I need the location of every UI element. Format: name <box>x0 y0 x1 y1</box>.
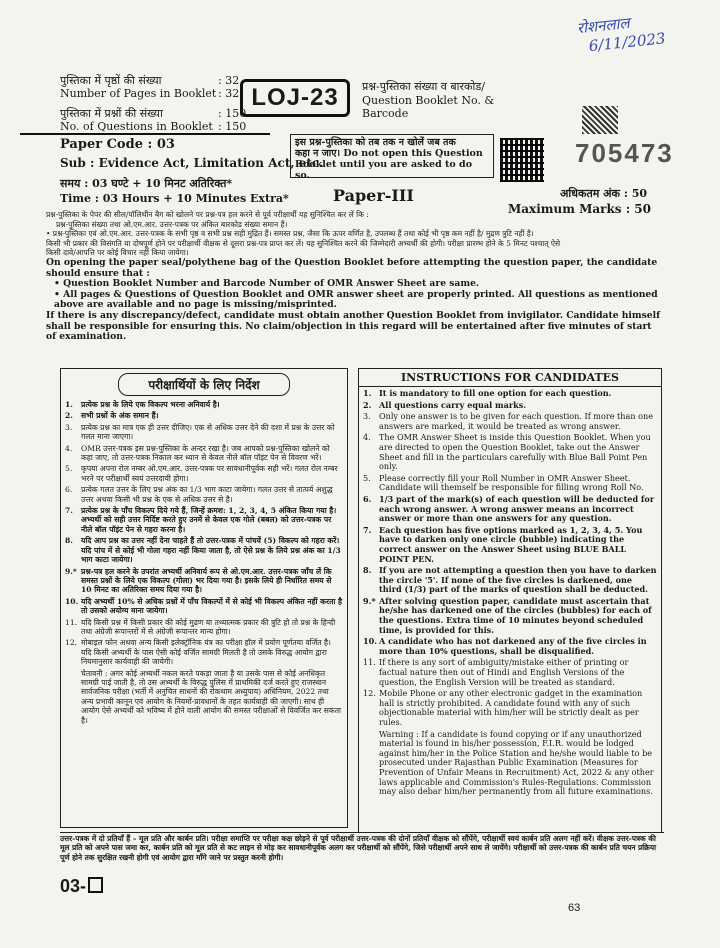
instruction-item <box>65 638 343 666</box>
booklet-no-label-hi: प्रश्न-पुस्तिका संख्या व बारकोड/ <box>362 80 485 93</box>
pages-count-val-hi: : 32 <box>218 74 240 87</box>
instruction-text: OMR उत्तर-पत्रक इस प्रश्न-पुस्तिका के अन्दर रखा है। जब आपको प्रश्न-पुस्तिका खोलने को कहा जाए, तो उत्तर-पत्रक निकाल कर ध्यान से केवल नीले बॉल पॉइंट पेन से विवरण भरें। <box>81 443 330 463</box>
instruction-text: If you are not attempting a question then you have to darken the circle '5'. If none of the five circles is darkened, one third (1/3) part of the marks of question shall be deducted. <box>379 565 657 595</box>
subject: Sub : Evidence Act, Limitation Act, etc. <box>60 156 324 170</box>
booklet-no-label-en: Question Booklet No. & <box>362 94 495 107</box>
qr-code-icon <box>500 138 544 182</box>
english-instructions <box>358 368 662 833</box>
instruction-item <box>65 400 343 409</box>
instruction-number: 11. <box>363 657 376 668</box>
paper-code-footer: 03- <box>60 876 103 897</box>
questions-count-val-hi: : 150 <box>218 107 247 120</box>
instruction-item <box>65 567 343 595</box>
instruction-number: 6. <box>363 493 372 504</box>
instruction-number: 9.* <box>65 566 77 576</box>
barcode-label: Barcode <box>362 107 409 120</box>
instruction-item <box>65 669 343 725</box>
hindi-instructions <box>60 368 348 828</box>
instruction-number: 6. <box>65 485 73 495</box>
instruction-item <box>363 389 657 399</box>
instruction-number: 9.* <box>363 595 376 606</box>
instruction-item <box>363 597 657 635</box>
pages-count-en: Number of Pages in Booklet <box>60 87 217 100</box>
instruction-text: Each question has five options marked as 1, 2, 3, 4, 5. You have to darken only one circle (bubble) indicating the correct answer on the Answer Sheet using BLUE BALL POINT PEN. <box>379 524 643 564</box>
instruction-text: प्रत्येक प्रश्न के लिये एक विकल्प भरना अनिवार्य है। <box>81 400 220 409</box>
instruction-item <box>363 401 657 411</box>
instruction-text: कृपया अपना रोल नम्बर ओ.एम.आर. उत्तर-पत्रक पर सावधानीपूर्वक सही भरें। गलत रोल नम्बर भरने पर परीक्षार्थी स्वयं उत्तरदायी होगा। <box>81 464 338 483</box>
instruction-item <box>363 474 657 493</box>
max-marks-en: Maximum Marks : 50 <box>508 202 652 216</box>
instruction-text: यदि किसी प्रश्न में किसी प्रकार की कोई मुद्रण या तथ्यात्मक प्रकार की त्रुटि हो तो प्रश्न के हिन्दी तथा अंग्रेजी रूपान्तरों में से अंग्रेजी रूपान्तर मान्य होगा। <box>81 617 336 636</box>
series-code: LOJ-23 <box>240 79 350 117</box>
max-marks-hi: अधिकतम अंक : 50 <box>560 187 648 200</box>
instruction-text: A candidate who has not darkened any of the five circles in more than 10% questions, shall be disqualified. <box>379 636 647 656</box>
paper-code: Paper Code : 03 <box>60 137 175 152</box>
instruction-number <box>363 730 379 797</box>
instruction-number: 4. <box>65 443 73 453</box>
instruction-number: 2. <box>363 399 372 410</box>
instruction-number: 3. <box>65 422 73 432</box>
instruction-number: 8. <box>363 565 372 576</box>
instruction-number: 10. <box>65 596 79 606</box>
instruction-item <box>65 536 343 564</box>
instruction-number: 1. <box>65 400 73 409</box>
hindi-instructions-list <box>61 400 347 725</box>
instruction-item <box>65 618 343 637</box>
instruction-number: 5. <box>363 472 371 483</box>
instruction-number: 5. <box>65 464 73 474</box>
instruction-number: 12. <box>363 688 376 699</box>
instruction-item <box>65 444 343 463</box>
instruction-number: 7. <box>65 506 73 516</box>
instruction-text: Mobile Phone or any other electronic gadget in the examination hall is strictly prohibited. A candidate found with any of such objectionable material with him/her will be strictly dealt as per rules. <box>379 688 643 727</box>
instruction-number: 3. <box>363 411 371 422</box>
hindi-instructions-title: परीक्षार्थियों के लिए निर्देश <box>118 373 290 396</box>
answer-sheet-footnote: उत्तर-पत्रक में दो प्रतियाँ हैं – मूल प्रति और कार्बन प्रति। परीक्षा समाप्ति पर परीक्षा कक्ष छोड़ने से पूर्व परीक्षार्थी उत्तर-पत्रक की दोनों प्रतियाँ वीक्षक को सौंपेंगे, परीक्षार्थी स्वयं कार्बन प्रति अलग नहीं करें। वीक्षक उत्तर-पत्रक की मूल प्रति को अपने पास जमा कर, कार्बन प्रति को मूल प्रति से कट लाइन से मोड़ कर सावधानीपूर्वक अलग कर परीक्षार्थी को सौंपेंगे, जिसे परीक्षार्थी अपने साथ ले जायेंगे। परीक्षार्थी को उत्तर-पत्रक की कार्बन प्रति चयन प्रक्रिया पूर्ण होने तक सुरक्षित रखनी होगी एवं आयोग द्वारा माँगे जाने पर प्रस्तुत करनी होगी। <box>60 832 664 862</box>
header-rule <box>20 133 270 135</box>
pages-count-val: : 32 <box>218 87 240 100</box>
instruction-number: 1. <box>363 388 372 398</box>
instruction-text: Please correctly fill your Roll Number in OMR Answer Sheet. Candidate will themself be responsible for filling wrong Roll No. <box>379 472 644 493</box>
do-not-open-notice: इस प्रश्न-पुस्तिका को तब तक न खोलें जब तक कहा न जाए। Do not open this Question Booklet until you are asked to do so. <box>290 134 494 178</box>
instruction-text: It is mandatory to fill one option for each question. <box>379 388 612 398</box>
english-instructions-title: INSTRUCTIONS FOR CANDIDATES <box>359 369 661 387</box>
instruction-number: 2. <box>65 411 73 421</box>
instruction-number: 8. <box>65 536 73 546</box>
instruction-item <box>363 637 657 656</box>
instruction-text: The OMR Answer Sheet is inside this Question Booklet. When you are directed to open the Question Booklet, take out the Answer Sheet and fill in the particulars carefully with Blue Ball Point Pen only. <box>379 432 651 472</box>
paper-title: Paper-III <box>333 186 414 205</box>
instruction-text: यदि आप प्रश्न का उत्तर नहीं देना चाहते हैं तो उत्तर-पत्रक में पांचवें (5) विकल्प को गहरा करें। यदि पांच में से कोई भी गोला गहरा नहीं किया जाता है, तो ऐसे प्रश्न के लिये प्रश्न अंक का 1/3 भाग काटा जायेगा। <box>81 536 341 565</box>
instruction-item <box>65 411 343 420</box>
pages-count-hi: पुस्तिका में पृष्ठों की संख्या <box>60 74 162 87</box>
instruction-item <box>65 464 343 483</box>
instruction-text: Warning : If a candidate is found copying or if any unauthorized material is found in his/her possession, F.I.R. would be lodged against him/her in the Police Station and he/she would liable to be prosecuted under Rajasthan Public Examination (Measures for Prevention of Unfair Means in Recruitment) Act, 2022 & any other laws applicable and Commission's Rules-Regulations. Commission may also debar him/her permanently from all future examinations. <box>379 728 654 797</box>
instruction-text: सभी प्रश्नों के अंक समान हैं। <box>81 411 159 421</box>
instruction-item <box>363 412 657 431</box>
page-number: 63 <box>568 902 581 914</box>
instruction-number: 11. <box>65 617 78 627</box>
instruction-text: प्रत्येक प्रश्न का मात्र एक ही उत्तर दीजिए। एक से अधिक उत्तर देने की दशा में प्रश्न के उत्तर को गलत माना जाएगा। <box>81 422 335 442</box>
instruction-text: मोबाइल फोन अथवा अन्य किसी इलेक्ट्रॉनिक यंत्र का परीक्षा हॉल में प्रयोग पूर्णतया वर्जित है। यदि किसी अभ्यर्थी के पास ऐसी कोई वर्जित सामग्री मिलती है तो उसके विरुद्ध आयोग द्वारा नियमानुसार कार्यवाही की जायेगी। <box>81 638 331 667</box>
booklet-number: 705473 <box>575 138 674 168</box>
instruction-item <box>65 506 343 534</box>
instruction-item <box>363 689 657 727</box>
instruction-item <box>363 433 657 471</box>
instruction-text: After solving question paper, candidate must ascertain that he/she has darkened one of the circles (bubbles) for each of the questions. Extra time of 10 minutes beyond scheduled time, is provided for this. <box>379 595 652 635</box>
instruction-text: Only one answer is to be given for each question. If more than one answers are marked, it would be treated as wrong answer. <box>379 411 654 431</box>
square-icon <box>88 877 103 893</box>
instruction-item <box>363 526 657 564</box>
instruction-item <box>65 597 343 616</box>
instruction-text: यदि अभ्यर्थी 10% से अधिक प्रश्नों में पाँच विकल्पों में से कोई भी विकल्प अंकित नहीं करता है तो उसको अयोग्य माना जायेगा। <box>81 596 343 616</box>
instruction-text: प्रत्येक गलत उत्तर के लिए प्रश्न अंक का 1/3 भाग काटा जायेगा। गलत उत्तर से तात्पर्य अशुद्ध उत्तर अथवा किसी भी प्रश्न के एक से अधिक उत्तर से है। <box>81 485 333 504</box>
opening-instructions: प्रश्न-पुस्तिका के पेपर की सील/पॉलिथीन बैग को खोलने पर प्रश्न-पत्र हल करने से पूर्व परीक्षार्थी यह सुनिश्चित कर लें कि : प्रश्न-पुस्तिका संख्या तथा ओ.एम.आर. उत्तर-पत्रक पर अंकित बारकोड संख्या समान हैं। • प्रश्न-पुस्तिका एवं ओ.एम.आर. उत्तर-पत्रक के सभी पृष्ठ व सभी प्रश्न सही मुद्रित हैं। समस्त प्रश्न, जैसा कि ऊपर वर्णित है, उपलब्ध हैं तथा कोई भी पृष्ठ कम नहीं है/ मुद्रण त्रुटि नहीं है। किसी भी प्रकार की विसंगति या दोषपूर्ण होने पर परीक्षार्थी वीक्षक से दूसरा प्रश्न-पत्र प्राप्त कर लें। यह सुनिश्चित करने की जिम्मेदारी अभ्यर्थी की होगी। परीक्षा प्रारम्भ होने के 5 मिनट पश्चात् ऐसे किसी दावे/आपत्ति पर कोई विचार नहीं किया जायेगा। On opening the paper seal/polythene bag of the Question Booklet before attempting the question paper, the candidate should ensure that : • Question Booklet Number and Barcode Number of OMR Answer Sheet are same. • All pages & Questions of Question Booklet and OMR answer sheet are properly printed. All questions as mentioned above are available and no page is missing/misprinted. If there is any discrepancy/defect, candidate must obtain another Question Booklet from invigilator. Candidate himself shall be responsible for ensuring this. No claim/objection in this regard will be entertained after five minutes of start of examination. <box>46 210 661 343</box>
questions-count-en: No. of Questions in Booklet <box>60 120 213 133</box>
instruction-item <box>65 485 343 504</box>
instruction-item <box>65 423 343 442</box>
questions-count-hi: पुस्तिका में प्रश्नों की संख्या <box>60 107 163 120</box>
instruction-text: 1/3 part of the mark(s) of each question will be deducted for each wrong answer. A wrong answer means an incorrect answer or more than one answers for any question. <box>379 493 655 524</box>
time-hi: समय : 03 घण्टे + 10 मिनट अतिरिक्त* <box>60 177 233 190</box>
instruction-text: प्रश्न-पत्र हल करने के उपरांत अभ्यर्थी अनिवार्य रूप से ओ.एम.आर. उत्तर-पत्रक जाँच लें कि समस्त प्रश्नों के लिये एक विकल्प (गोला) भर दिया गया है। इसके लिये ही निर्धारित समय से 10 मिनट का अतिरिक्त समय दिया गया है। <box>81 566 332 595</box>
instruction-item <box>363 730 657 797</box>
instruction-number: 4. <box>363 432 371 443</box>
handwritten-signature: रोशनलाल 6/11/2023 <box>576 13 667 56</box>
barcode-icon <box>582 106 618 134</box>
instruction-text: All questions carry equal marks. <box>379 399 527 410</box>
english-instructions-list <box>359 389 661 797</box>
instruction-number: 7. <box>363 524 372 535</box>
instruction-number: 12. <box>65 638 78 648</box>
instruction-text: प्रत्येक प्रश्न के पाँच विकल्प दिये गये हैं, जिन्हें क्रमश: 1, 2, 3, 4, 5 अंकित किया गया है। अभ्यर्थी को सही उत्तर निर्दिष्ट करते हुए उनमें से केवल एक गोले (बबल) को उत्तर-पत्रक पर नीले बॉल पॉइंट पेन से गहरा करना है। <box>81 506 337 534</box>
instruction-item <box>363 658 657 687</box>
instruction-text: चेतावनी : अगर कोई अभ्यर्थी नकल करते पकड़ा जाता है या उसके पास से कोई अनधिकृत सामग्री पाई जाती है, तो उस अभ्यर्थी के विरुद्ध पुलिस में प्राथमिकी दर्ज करते हुए राजस्थान सार्वजनिक परीक्षा (भर्ती में अनुचित साधनों की रोकथाम अध्युपाय) अधिनियम, 2022 तथा अन्य प्रभावी कानून एवं आयोग के नियमों-प्रावधानों के तहत कार्यवाही की जाएगी। साथ ही आयोग ऐसे अभ्यर्थी को भविष्य में होने वाली आयोग की समस्त परीक्षाओं से विवर्जित कर सकता है। <box>81 668 342 725</box>
time-en: Time : 03 Hours + 10 Minutes Extra* <box>60 192 289 205</box>
instruction-item <box>363 495 657 524</box>
instruction-number: 10. <box>363 636 378 647</box>
instruction-item <box>363 566 657 595</box>
questions-count-val: : 150 <box>218 120 247 133</box>
instruction-number <box>65 669 81 725</box>
instruction-text: If there is any sort of ambiguity/mistake either of printing or factual nature then out of Hindi and English Versions of the question, the English Version will be treated as standard. <box>379 657 629 687</box>
